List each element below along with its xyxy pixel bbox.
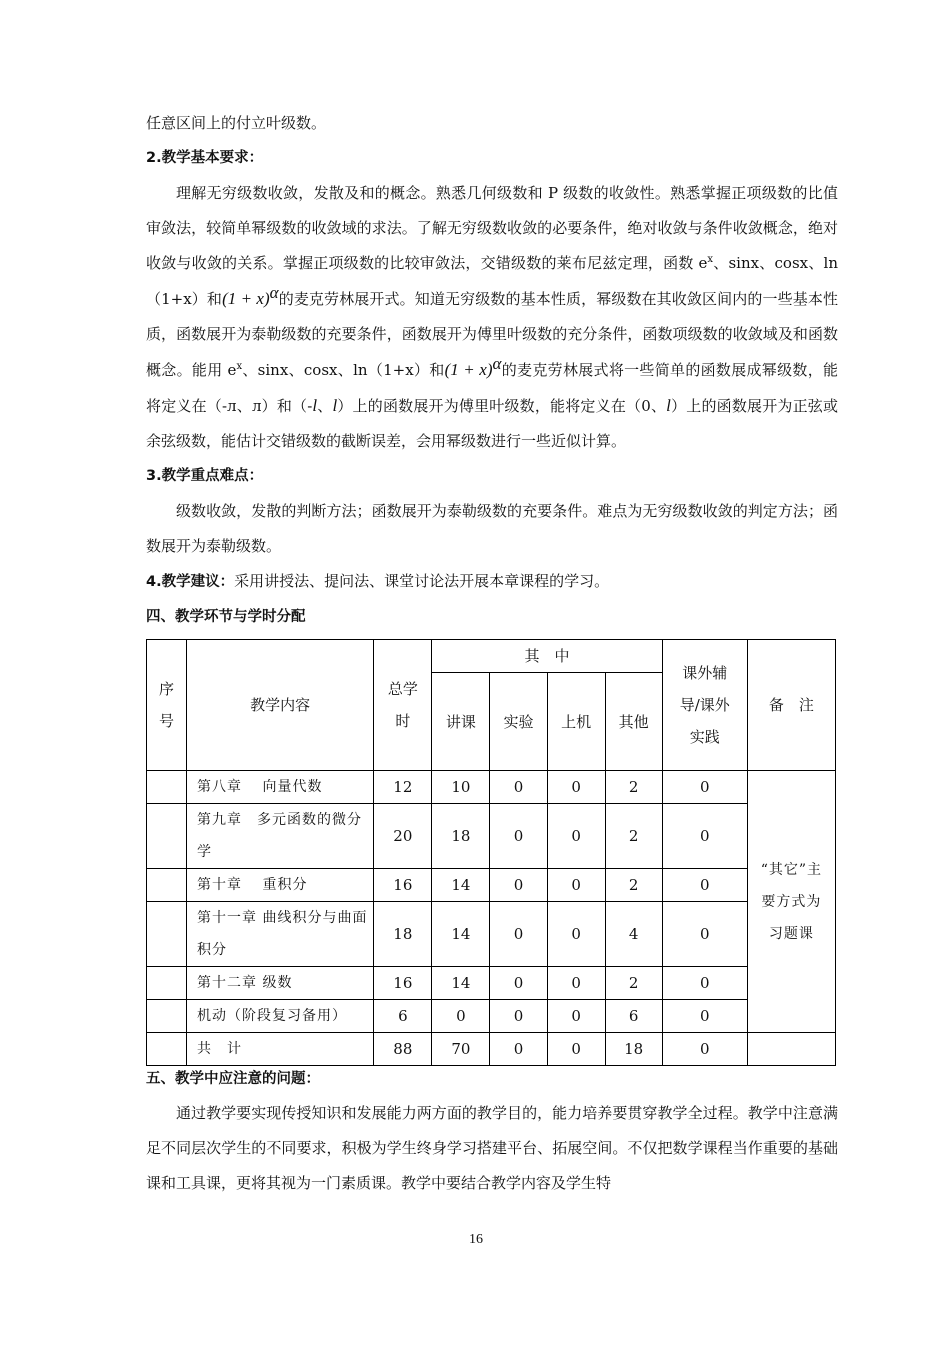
section-3-body: 级数收敛，发散的判断方法；函数展开为泰勒级数的充要条件。难点为无穷级数收敛的判定方法；函数展开为泰勒级数。 — [146, 502, 838, 555]
row-total: 16 — [374, 869, 432, 902]
header-seq: 序号 — [147, 640, 187, 771]
header-among: 其 中 — [432, 640, 662, 673]
page-number: 16 — [469, 1232, 483, 1247]
section-3-title: 3.教学重点难点： — [146, 468, 264, 484]
row-extra: 0 — [662, 1000, 747, 1033]
sec2-math-l2: l — [332, 396, 338, 415]
header-total: 总学时 — [374, 640, 432, 771]
page-content — [146, 106, 838, 1201]
sec2-text-2: 、sinx、cosx、ln（1+x）和 — [146, 254, 838, 308]
row-computer: 0 — [547, 1000, 605, 1033]
row-seq — [147, 1000, 187, 1033]
total-extra: 0 — [662, 1033, 747, 1066]
total-content: 共 计 — [187, 1033, 374, 1066]
row-extra: 0 — [662, 869, 747, 902]
total-seq — [147, 1033, 187, 1066]
sec2-sup-alpha-1: α — [269, 283, 279, 302]
total-lecture: 70 — [432, 1033, 490, 1066]
total-total: 88 — [374, 1033, 432, 1066]
total-other: 18 — [605, 1033, 662, 1066]
row-other: 2 — [605, 771, 662, 804]
sec2-text-4: 、sinx、cosx、ln（1+x）和 — [242, 361, 445, 379]
sec2-sup-x-2: x — [236, 361, 243, 372]
header-row-1 — [147, 640, 836, 673]
part-5-body: 通过教学要实现传授知识和发展能力两方面的教学目的，能力培养要贯穿教学全过程。教学中注意满足不同层次学生的不同要求，积极为学生终身学习搭建平台、拓展空间。不仅把数学课程当作重要的基础课和工具课，更将其视为一门素质课。教学中要结合教学内容及学生特 — [146, 1104, 838, 1192]
row-lab: 0 — [490, 1000, 547, 1033]
row-total: 20 — [374, 804, 432, 869]
sec2-math-2: (1 + x) — [444, 360, 493, 379]
row-seq — [147, 869, 187, 902]
row-other: 6 — [605, 1000, 662, 1033]
sec2-text-1: 理解无穷级数收敛，发散及和的概念。熟悉几何级数和 P 级数的收敛性。熟悉掌握正项级数的比值审敛法，较简单幂级数的收敛域的求法。了解无穷级数收敛的必要条件，绝对收敛与条件收敛概念，绝对收敛与收敛的关系。掌握正项级数的比较审敛法，交错级数的莱布尼兹定理，函数 e — [146, 184, 838, 272]
header-lecture: 讲课 — [432, 673, 490, 771]
row-lab: 0 — [490, 967, 547, 1000]
row-lecture: 14 — [432, 967, 490, 1000]
remark-cell: “其它”主要方式为习题课 — [747, 771, 835, 1033]
row-total: 18 — [374, 902, 432, 967]
row-other: 2 — [605, 804, 662, 869]
total-remark — [747, 1033, 835, 1066]
sec2-text-5: 的麦克劳林展式将一些简单的函数展成幂级数，能将定义在（-л、л）和（- — [146, 361, 838, 415]
total-lab: 0 — [490, 1033, 547, 1066]
table-row — [147, 804, 836, 869]
row-total: 12 — [374, 771, 432, 804]
row-computer: 0 — [547, 869, 605, 902]
row-lecture: 0 — [432, 1000, 490, 1033]
sec2-math-l3: l — [666, 396, 671, 415]
table-row — [147, 902, 836, 967]
header-content: 教学内容 — [187, 640, 374, 771]
row-extra: 0 — [662, 771, 747, 804]
header-computer: 上机 — [547, 673, 605, 771]
row-computer: 0 — [547, 967, 605, 1000]
row-content: 机动（阶段复习备用） — [187, 1000, 374, 1033]
row-other: 4 — [605, 902, 662, 967]
row-seq — [147, 902, 187, 967]
sec2-text-6: 、 — [317, 397, 333, 415]
row-lecture: 14 — [432, 902, 490, 967]
header-remark: 备 注 — [747, 640, 835, 771]
row-lab: 0 — [490, 771, 547, 804]
sec2-sup-alpha-2: α — [492, 354, 502, 373]
sec2-text-8: ）上的函数展开为正弦或余弦级数，能估计交错级数的截断误差，会用幂级数进行一些近似计算。 — [146, 397, 838, 450]
table-row — [147, 1000, 836, 1033]
header-lab: 实验 — [490, 673, 547, 771]
row-lab: 0 — [490, 902, 547, 967]
header-other: 其他 — [605, 673, 662, 771]
row-content: 第十一章 曲线积分与曲面积分 — [187, 902, 374, 967]
row-content: 第十二章 级数 — [187, 967, 374, 1000]
row-content: 第八章 向量代数 — [187, 771, 374, 804]
table-total-row — [147, 1033, 836, 1066]
row-lab: 0 — [490, 869, 547, 902]
total-computer: 0 — [547, 1033, 605, 1066]
row-other: 2 — [605, 869, 662, 902]
part-4-title: 四、教学环节与学时分配 — [146, 609, 306, 625]
header-extra: 课外辅导/课外实践 — [662, 640, 747, 771]
row-total: 6 — [374, 1000, 432, 1033]
row-extra: 0 — [662, 967, 747, 1000]
row-extra: 0 — [662, 902, 747, 967]
intro-line: 任意区间上的付立叶级数。 — [146, 114, 327, 132]
row-total: 16 — [374, 967, 432, 1000]
row-computer: 0 — [547, 902, 605, 967]
section-2-title: 2.教学基本要求： — [146, 150, 264, 166]
row-extra: 0 — [662, 804, 747, 869]
sec2-text-7: ）上的函数展开为傅里叶级数，能将定义在（0、 — [337, 397, 667, 415]
section-4-body: 采用讲授法、提问法、课堂讨论法开展本章课程的学习。 — [234, 572, 610, 590]
row-lecture: 10 — [432, 771, 490, 804]
row-seq — [147, 804, 187, 869]
part-5-title: 五、教学中应注意的问题： — [146, 1071, 320, 1087]
section-4-line — [146, 564, 838, 600]
sec2-sup-x-1: x — [707, 254, 714, 265]
row-lecture: 14 — [432, 869, 490, 902]
row-content: 第十章 重积分 — [187, 869, 374, 902]
section-2-body — [146, 176, 838, 459]
table-row — [147, 967, 836, 1000]
sec2-math-1: (1 + x) — [222, 289, 270, 308]
row-other: 2 — [605, 967, 662, 1000]
row-computer: 0 — [547, 804, 605, 869]
schedule-table — [146, 639, 836, 1066]
row-content: 第九章 多元函数的微分学 — [187, 804, 374, 869]
row-seq — [147, 967, 187, 1000]
sec2-text-3: 的麦克劳林展开式。知道无穷级数的基本性质，幂级数在其收敛区间内的一些基本性质，函数展开为泰勒级数的充要条件，函数展开为傅里叶级数的充分条件，函数项级数的收敛域及和函数概念。能用 e — [146, 290, 838, 379]
section-4-label: 4.教学建议： — [146, 574, 235, 590]
sec2-math-l1: l — [312, 396, 318, 415]
row-lecture: 18 — [432, 804, 490, 869]
row-lab: 0 — [490, 804, 547, 869]
table-row — [147, 771, 836, 804]
row-seq — [147, 771, 187, 804]
table-row — [147, 869, 836, 902]
row-computer: 0 — [547, 771, 605, 804]
